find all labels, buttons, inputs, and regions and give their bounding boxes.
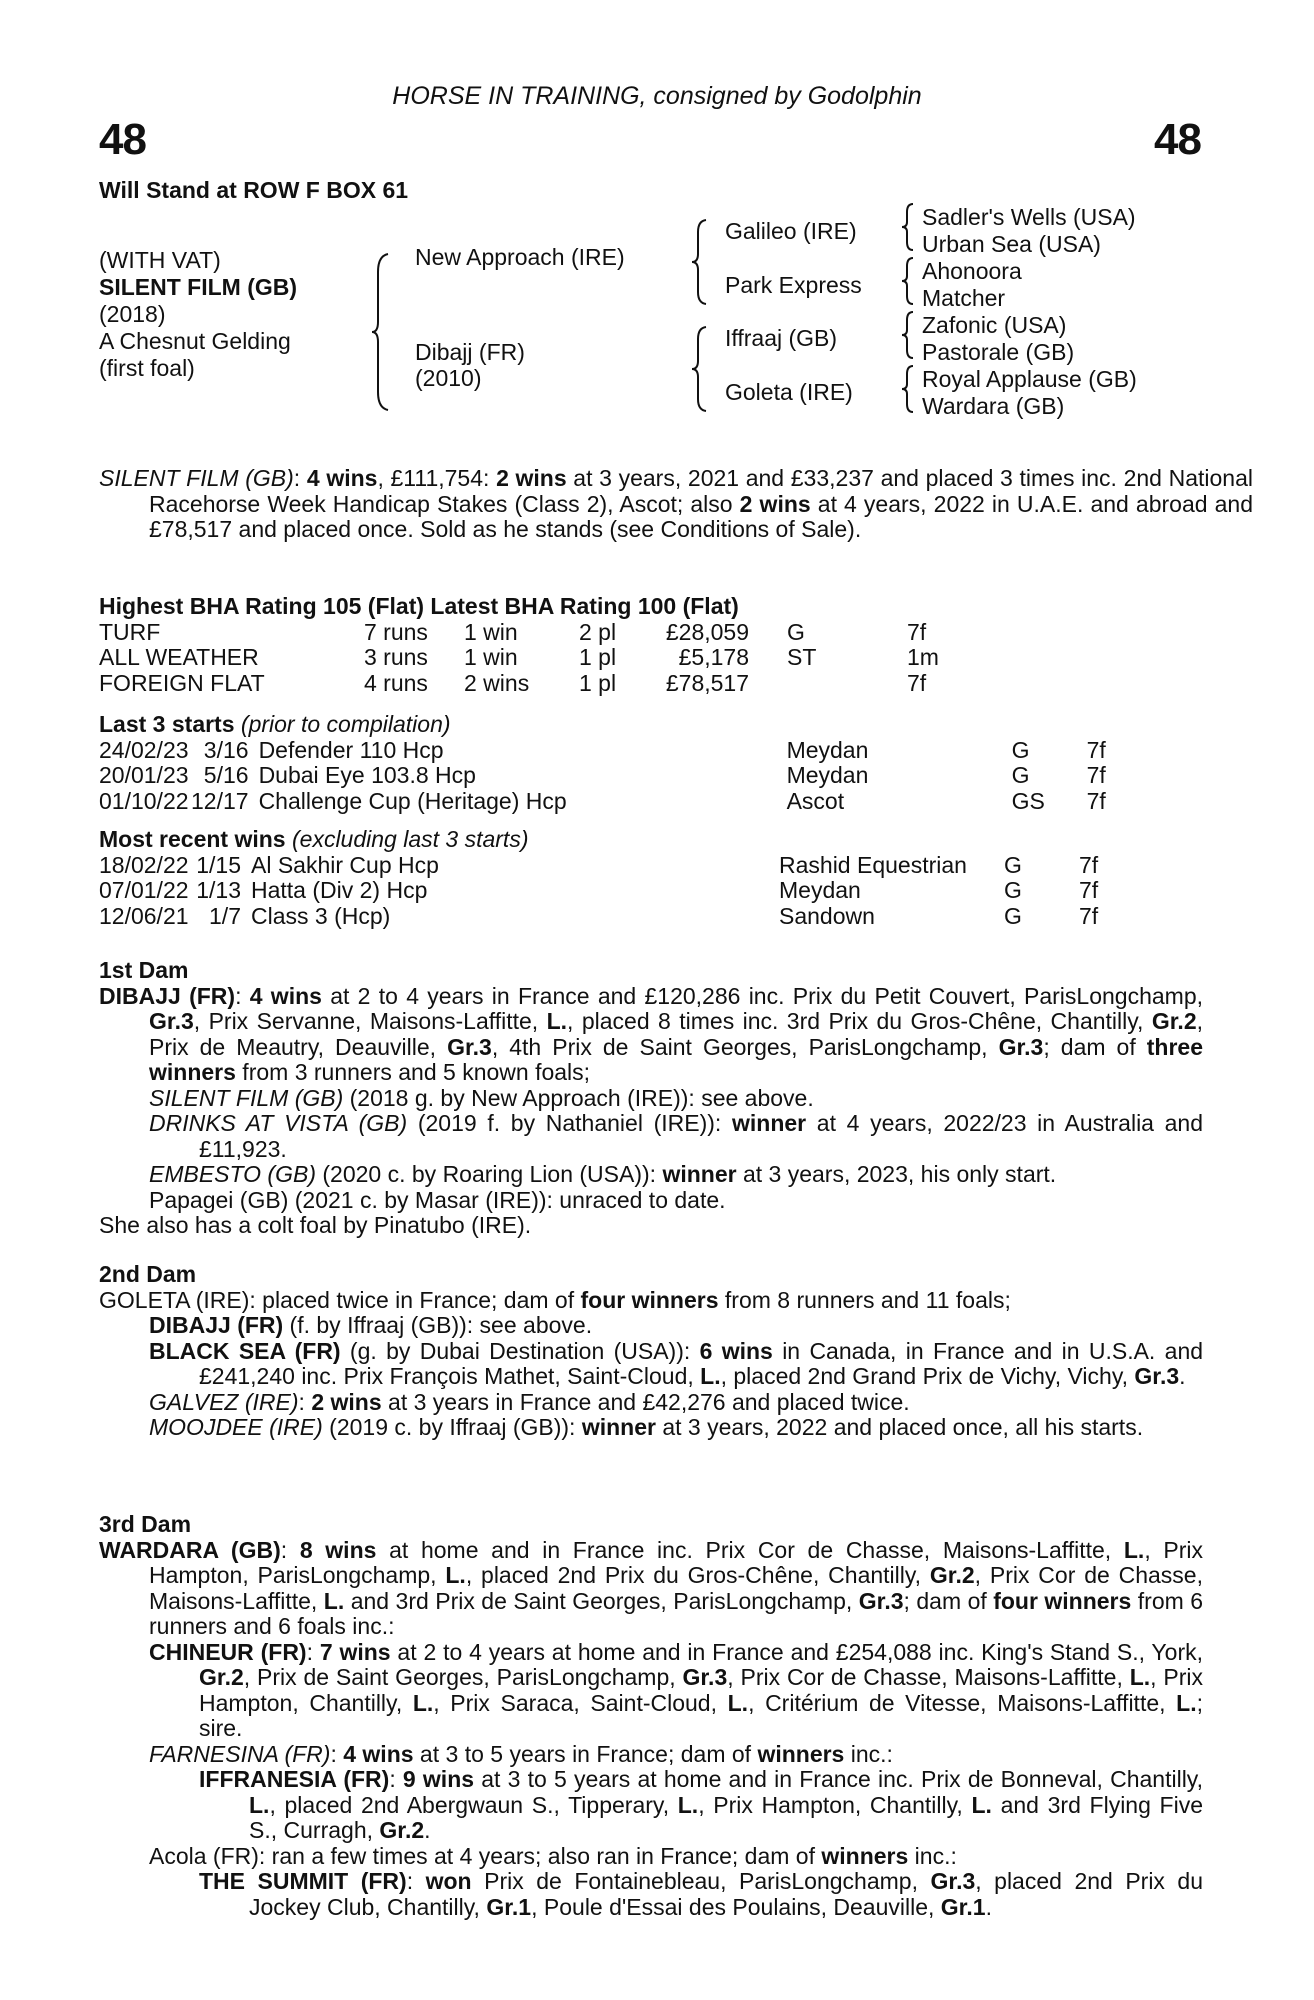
grade: L. (412, 1689, 434, 1716)
produce-name: FARNESINA (FR) (149, 1740, 331, 1767)
text: and 3rd Prix de Saint Georges, ParisLongchamp, (344, 1587, 859, 1614)
grade: Gr.2 (199, 1664, 244, 1690)
position: 3/16 (203, 736, 249, 763)
course: Meydan (786, 762, 869, 788)
grade: Gr.2 (1151, 1008, 1197, 1034)
grand-produce-item (99, 1767, 1203, 1844)
winners: three winners (149, 1033, 1204, 1085)
last-starts-section (99, 712, 1106, 814)
text: at 3 to 5 years in France; dam of (413, 1740, 758, 1767)
horse-identity (99, 247, 297, 382)
produce-item (99, 1111, 1203, 1162)
text: : (330, 1740, 344, 1767)
text: . (1179, 1363, 1186, 1389)
text: , Prix Saraca, Saint-Cloud, (433, 1689, 728, 1716)
gen3-ancestor: Pastorale (GB) (922, 339, 1075, 365)
produce-item (99, 1339, 1203, 1390)
lot-number-right: 48 (1154, 115, 1201, 164)
text: , placed 2nd Abergwaun S., Tipperary, (269, 1791, 678, 1818)
distance: 7f (907, 618, 927, 645)
brace-icon (690, 218, 710, 306)
distance: 7f (1079, 851, 1099, 878)
produce-name: EMBESTO (GB) (149, 1161, 316, 1187)
wins: 1 win (464, 644, 518, 670)
wins: 7 wins (319, 1638, 391, 1665)
recent-wins-subheading: (excluding last 3 starts) (292, 826, 529, 852)
wins: 2 wins (464, 669, 530, 696)
winner-label: winner (662, 1161, 737, 1187)
going: G (1004, 902, 1022, 929)
grand-produce-item (99, 1869, 1203, 1920)
distance: 7f (1086, 736, 1106, 763)
text: . (985, 1893, 992, 1920)
text: inc.: (844, 1740, 893, 1767)
text: , placed 2nd Prix du Gros-Chêne, Chantilly, (465, 1562, 930, 1588)
summary-text: SILENT FILM (GB): 4 wins, £111,754: 2 wins at 3 years, 2021 and £33,237 and placed 3 times inc. 2nd National Racehorse Week Handicap Stakes (Class 2), Ascot; also 2 wins at 4 years, 2022 in U.A.E. and abroad and £78,517 and placed once. Sold as he stands (see Conditions of Sale). (99, 465, 1254, 542)
recent-wins-section (99, 827, 1098, 929)
wins: 2 wins (311, 1388, 382, 1415)
distance: 7f (1086, 787, 1106, 814)
ratings-section (99, 594, 939, 696)
grade: Gr.1 (940, 1893, 986, 1920)
dam-name: Dibajj (FR) (415, 339, 525, 365)
text: : (389, 1766, 403, 1792)
text: at 3 to 5 years at home and in France inc. Prix de Bonneval, Chantilly, (474, 1766, 1203, 1792)
text: at 3 years, 2023, his only start. (736, 1161, 1057, 1187)
grade: Gr.1 (486, 1893, 532, 1920)
prize: £78,517 (665, 669, 749, 696)
text: , Prix Cor de Chasse, Maisons-Laffitte, (727, 1664, 1130, 1690)
going: ST (787, 644, 817, 670)
placed: 1 pl (579, 669, 617, 696)
brace-icon (900, 364, 916, 414)
last-starts-table (99, 738, 1106, 815)
dam-year: (2010) (415, 365, 482, 391)
third-dam-record: WARDARA (GB): 8 wins at home and in France inc. Prix Cor de Chasse, Maisons-Laffitte, L., Prix Hampton, ParisLongchamp, L., placed 2nd Prix du Gros-Chêne, Chantilly, Gr.2, Prix Cor de Chasse, Maisons-Laffitte, L. and 3rd Prix de Saint Georges, ParisLongchamp, Gr.3; dam of four winners from 6 runners and 6 foals inc.: (99, 1536, 1204, 1639)
going: G (787, 618, 805, 645)
text: at 4 years, 2022/23 in Australia and £11,923. (199, 1110, 1204, 1162)
gen3-ancestor: Wardara (GB) (922, 393, 1065, 419)
first-dam-heading: 1st Dam (99, 957, 189, 983)
grade: Gr.3 (858, 1587, 904, 1614)
distance: 7f (907, 669, 927, 696)
text: and 3rd Flying Five S., Curragh, (249, 1791, 1203, 1843)
text: at 3 years in France and £42,276 and placed twice. (381, 1388, 910, 1415)
text: , Prix Hampton, Chantilly, (199, 1664, 1204, 1716)
horse-name: SILENT FILM (GB) (99, 274, 298, 300)
date: 18/02/22 (99, 851, 189, 878)
produce-item (99, 1086, 1203, 1112)
text: , Prix de Saint Georges, ParisLongchamp, (243, 1664, 683, 1690)
text: ; dam of (1043, 1033, 1147, 1060)
text: Prix de Fontainebleau, ParisLongchamp, (471, 1868, 931, 1894)
text: , Critérium de Vitesse, Maisons-Laffitte, (748, 1689, 1177, 1716)
text: (f. by Iffraaj (GB)): see above. (283, 1312, 593, 1338)
gen3-ancestor: Matcher (922, 285, 1006, 311)
winners: four winners (993, 1587, 1132, 1614)
date: 20/01/23 (99, 762, 189, 788)
placed: 1 pl (579, 644, 617, 670)
wins: 4 wins (343, 1740, 414, 1767)
text: : (298, 1388, 312, 1415)
produce-name: CHINEUR (FR) (149, 1638, 307, 1665)
text: , Prix Hampton, Chantilly, (698, 1791, 972, 1818)
dam-sire-name: Iffraaj (GB) (725, 325, 838, 351)
surface: TURF (99, 618, 161, 645)
ratings-table (99, 620, 939, 697)
gen3-ancestor: Sadler's Wells (USA) (922, 204, 1136, 230)
date: 07/01/22 (99, 877, 189, 903)
second-dam-record (99, 1288, 1203, 1314)
wins: 6 wins (699, 1337, 773, 1364)
text: at home and in France inc. Prix Cor de Chasse, Maisons-Laffitte, (376, 1536, 1124, 1563)
text: , Prix Cor de Chasse, Maisons-Laffitte, (149, 1562, 1203, 1614)
recent-wins-heading: Most recent wins (99, 826, 286, 852)
distance: 7f (1079, 902, 1099, 929)
text: , placed 2nd Grand Prix de Vichy, Vichy, (720, 1363, 1135, 1389)
prize: £5,178 (678, 644, 749, 670)
third-dam-heading: 3rd Dam (99, 1511, 192, 1537)
prize: £28,059 (665, 618, 749, 645)
text: , Prix Hampton, ParisLongchamp, (149, 1536, 1204, 1588)
text: (2019 c. by Iffraaj (GB)): (322, 1414, 582, 1440)
last-starts-heading: Last 3 starts (99, 711, 235, 737)
position: 1/15 (196, 851, 241, 878)
course: Sandown (779, 902, 875, 929)
text: ; dam of (903, 1587, 994, 1614)
text: (2020 c. by Roaring Lion (USA)): (316, 1161, 663, 1187)
produce-item (99, 1742, 1203, 1768)
foal-note: She also has a colt foal by Pinatubo (IRE). (99, 1212, 532, 1238)
race: Al Sakhir Cup Hcp (251, 851, 439, 878)
distance: 7f (1086, 762, 1106, 788)
text: : placed twice in France; dam of (249, 1286, 581, 1313)
sire-dam-name: Park Express (725, 272, 862, 298)
race: Defender 110 Hcp (258, 736, 444, 763)
produce-name: GALVEZ (IRE) (149, 1388, 299, 1415)
grade: Gr.3 (930, 1868, 976, 1894)
second-dam-section (99, 1262, 1203, 1441)
course: Rashid Equestrian (779, 851, 967, 878)
text: (g. by Dubai Destination (USA)): (340, 1337, 700, 1364)
produce-name: DIBAJJ (FR) (149, 1312, 284, 1338)
dam-dam-name: Goleta (IRE) (725, 379, 853, 405)
table-row (99, 645, 939, 671)
summary-text-1: , £111,754: (377, 465, 497, 491)
course: Ascot (786, 787, 845, 814)
wins: 4 wins (249, 982, 322, 1009)
position: 1/13 (196, 877, 241, 903)
produce-item (99, 1390, 1203, 1416)
text: inc.: (908, 1842, 957, 1869)
horse-year: (2018) (99, 301, 166, 327)
text: , Poule d'Essai des Poulains, Deauville, (531, 1893, 941, 1920)
position: 12/17 (191, 787, 249, 814)
text: , Prix Servanne, Maisons-Laffitte, (193, 1008, 547, 1034)
horse-description: A Chesnut Gelding (99, 328, 291, 354)
race: Challenge Cup (Heritage) Hcp (258, 787, 567, 814)
produce-item (99, 1640, 1203, 1742)
brace-icon (370, 252, 394, 412)
summary-wins: 4 wins (306, 465, 378, 491)
runs: 7 runs (364, 618, 428, 645)
distance: 1m (907, 644, 939, 670)
surface: ALL WEATHER (99, 644, 259, 670)
course: Meydan (786, 736, 869, 763)
summary-horse-name: SILENT FILM (GB) (99, 465, 294, 491)
text: from 3 runners and 5 known foals; (235, 1059, 591, 1085)
recent-wins-table (99, 853, 1098, 930)
going: G (1004, 851, 1022, 878)
produce-name: DRINKS AT VISTA (GB) (149, 1110, 408, 1136)
grade: Gr.3 (149, 1008, 194, 1034)
grade: Gr.3 (998, 1033, 1044, 1060)
text: , placed 2nd Prix du Jockey Club, Chantilly, (249, 1868, 1204, 1920)
table-row (99, 904, 1098, 930)
text: (2019 f. by Nathaniel (IRE)): (407, 1110, 732, 1136)
race: Hatta (Div 2) Hcp (251, 877, 428, 903)
grade: L. (249, 1791, 270, 1818)
text: : (406, 1868, 426, 1894)
summary-text-3: at 4 years, 2022 in U.A.E. and abroad and £78,517 and placed once. Sold as he stands (see Conditions of Sale). (149, 490, 1254, 542)
text: . (424, 1817, 431, 1843)
produce-item (99, 1415, 1203, 1441)
lot-number-left: 48 (99, 115, 146, 164)
text: , 4th Prix de Saint Georges, ParisLongchamp, (491, 1033, 999, 1060)
table-row (99, 671, 939, 697)
dam-name: GOLETA (IRE) (99, 1286, 250, 1313)
summary-text-2: at 3 years, 2021 and £33,237 and placed 3 times inc. 2nd National Racehorse Week Handicap Stakes (Class 2), Ascot; also (149, 465, 1253, 517)
surface: FOREIGN FLAT (99, 669, 265, 696)
grade: L. (445, 1562, 466, 1588)
text: Acola (FR): ran a few times at 4 years; also ran in France; dam of (149, 1842, 822, 1869)
table-row (99, 878, 1098, 904)
position: 5/16 (203, 762, 249, 788)
grade: L. (727, 1689, 749, 1716)
produce-item (99, 1162, 1203, 1188)
produce-name: IFFRANESIA (FR) (199, 1766, 390, 1792)
grade: L. (1123, 1536, 1145, 1563)
sire-name: New Approach (IRE) (415, 244, 625, 270)
unraced-produce: Papagei (GB) (2021 c. by Masar (IRE)): unraced to date. (149, 1186, 726, 1213)
grade: Gr.2 (379, 1817, 425, 1843)
won-label: won (425, 1868, 472, 1894)
text: at 3 years, 2022 and placed once, all his starts. (655, 1414, 1144, 1440)
grade: Gr.3 (1134, 1363, 1180, 1389)
going: GS (1011, 787, 1045, 814)
winners: winners (821, 1842, 909, 1869)
text: (2018 g. by New Approach (IRE)): see above. (343, 1084, 814, 1111)
going (749, 671, 907, 697)
grade: Gr.2 (929, 1562, 975, 1588)
text: , placed 8 times inc. 3rd Prix du Gros-Chêne, Chantilly, (567, 1008, 1152, 1034)
text: at 2 to 4 years at home and in France and £254,088 inc. King's Stand S., York, (390, 1638, 1203, 1665)
gen3-ancestor: Royal Applause (GB) (922, 366, 1137, 392)
placed: 2 pl (579, 618, 617, 645)
grade: Gr.3 (682, 1664, 728, 1690)
course: Meydan (779, 877, 861, 903)
grade: L. (971, 1791, 992, 1818)
winners: winners (757, 1740, 845, 1767)
ratings-heading: Highest BHA Rating 105 (Flat) Latest BHA Rating 100 (Flat) (99, 593, 739, 619)
winner-label: winner (581, 1414, 656, 1440)
brace-icon (900, 256, 916, 306)
wins: 8 wins (299, 1536, 377, 1563)
race: Dubai Eye 103.8 Hcp (258, 762, 476, 788)
summary-wins-2: 2 wins (496, 465, 567, 491)
gen3-ancestor: Ahonoora (922, 258, 1022, 284)
stand-location: Will Stand at ROW F BOX 61 (99, 177, 409, 203)
text: , Prix de Meautry, Deauville, (149, 1008, 1204, 1060)
wins: 9 wins (402, 1766, 475, 1792)
last-starts-subheading: (prior to compilation) (240, 711, 451, 737)
produce-name: THE SUMMIT (FR) (199, 1868, 407, 1894)
summary-wins-3: 2 wins (739, 490, 811, 517)
grade: L. (1176, 1689, 1197, 1716)
brace-icon (900, 202, 916, 252)
produce-name: SILENT FILM (GB) (149, 1084, 344, 1111)
gen3-ancestor: Zafonic (USA) (922, 312, 1067, 338)
produce-name: MOOJDEE (IRE) (149, 1414, 323, 1440)
going: G (1011, 762, 1030, 788)
text: at 2 to 4 years in France and £120,286 inc. Prix du Petit Couvert, ParisLongchamp, (321, 982, 1203, 1009)
table-row (99, 853, 1098, 879)
grade: L. (700, 1363, 721, 1389)
table-row (99, 620, 939, 646)
runs: 3 runs (364, 644, 428, 670)
brace-icon (900, 310, 916, 360)
text: : (306, 1638, 320, 1665)
date: 01/10/22 (99, 787, 189, 814)
produce-name: BLACK SEA (FR) (149, 1337, 341, 1364)
wins: 1 win (464, 618, 518, 645)
text: ; sire. (199, 1689, 1203, 1741)
position: 1/7 (209, 902, 241, 929)
second-dam-heading: 2nd Dam (99, 1261, 197, 1287)
grade: L. (323, 1587, 345, 1614)
going: G (1011, 736, 1030, 763)
going: G (1004, 877, 1022, 903)
grade: L. (1129, 1664, 1151, 1690)
third-dam-section (99, 1512, 1203, 1920)
text: from 6 runners and 6 foals inc.: (149, 1587, 1204, 1639)
first-dam-section (99, 958, 1203, 1239)
produce-item (99, 1844, 1203, 1870)
dam-name: WARDARA (GB) (99, 1536, 281, 1563)
table-row (99, 763, 1106, 789)
gen3-ancestor: Urban Sea (USA) (922, 231, 1101, 257)
produce-item (99, 1313, 1203, 1339)
grade: L. (546, 1008, 568, 1034)
table-row (99, 738, 1106, 764)
table-row (99, 789, 1106, 815)
race: Class 3 (Hcp) (251, 902, 391, 929)
first-dam-record: DIBAJJ (FR): 4 wins at 2 to 4 years in France and £120,286 inc. Prix du Petit Couvert, ParisLongchamp, Gr.3, Prix Servanne, Maisons-Laffitte, L., placed 8 times inc. 3rd Prix du Gros-Chêne, Chantilly, Gr.2, Prix de Meautry, Deauville, Gr.3, 4th Prix de Saint Georges, ParisLongchamp, Gr.3; dam of three winners from 3 runners and 5 known foals; (99, 982, 1204, 1085)
vat-label: (WITH VAT) (99, 247, 221, 273)
grade: L. (677, 1791, 699, 1818)
text: from 8 runners and 11 foals; (718, 1286, 1011, 1313)
horse-note: (first foal) (99, 355, 195, 381)
winner-label: winner (731, 1110, 807, 1136)
distance: 7f (1079, 877, 1099, 903)
date: 12/06/21 (99, 902, 189, 929)
runs: 4 runs (364, 669, 428, 696)
brace-icon (690, 325, 710, 413)
text: in Canada, in France and in U.S.A. and £241,240 inc. Prix François Mathet, Saint-Cloud, (199, 1337, 1204, 1389)
date: 24/02/23 (99, 736, 189, 763)
page-header-title: HORSE IN TRAINING, consigned by Godolphin (392, 82, 922, 110)
dam-name: DIBAJJ (FR) (99, 982, 236, 1009)
sire-sire-name: Galileo (IRE) (725, 218, 857, 244)
winners: four winners (580, 1286, 719, 1313)
grade: Gr.3 (447, 1033, 492, 1060)
